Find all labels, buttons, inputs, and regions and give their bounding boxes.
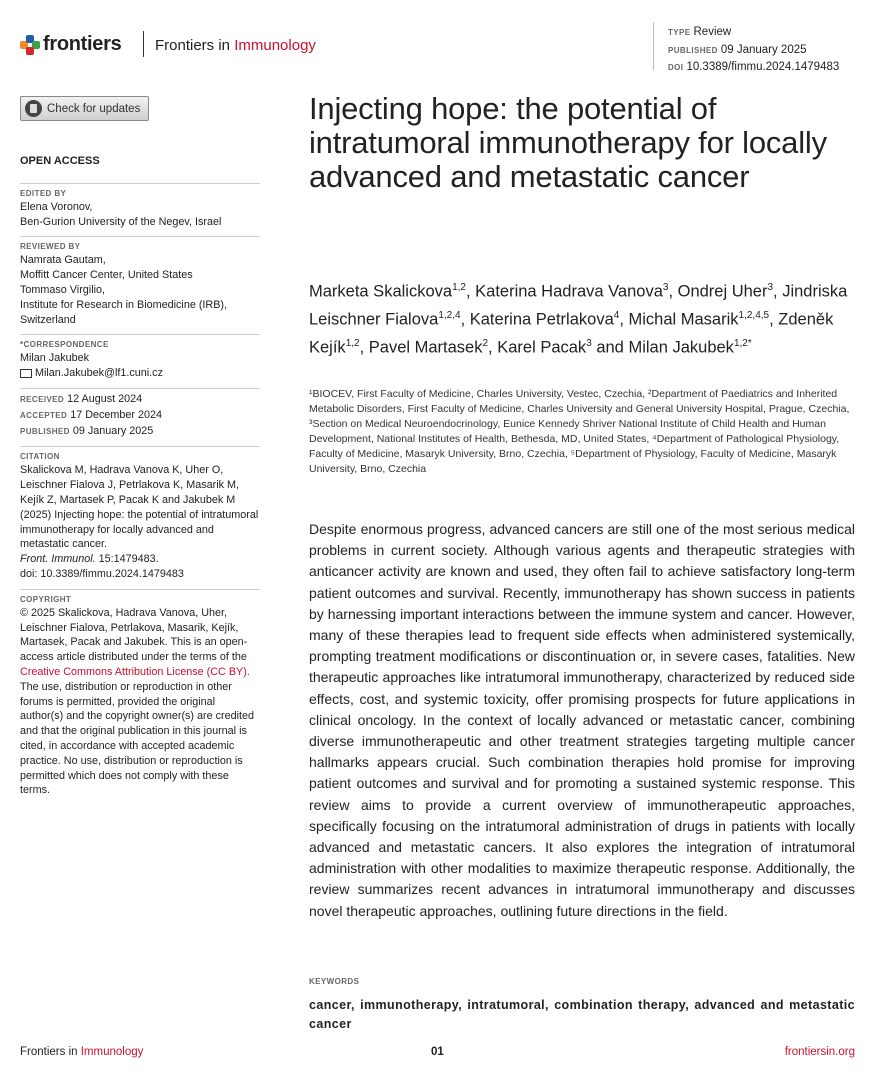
edited-by-label: EDITED BY — [20, 188, 67, 198]
reviewer-line: Tommaso Virgilio, — [20, 283, 106, 296]
citation-volume: 15:1479483. — [95, 553, 159, 566]
type-label: TYPE — [668, 28, 691, 37]
check-for-updates-label: Check for updates — [47, 102, 141, 115]
dates-section — [20, 388, 260, 439]
citation-journal: Front. Immunol. — [20, 553, 96, 566]
author-affiliation-sup: 3 — [662, 282, 669, 293]
correspondence-email-line[interactable] — [20, 366, 260, 381]
header-divider — [143, 31, 144, 57]
author-affiliation-sup: 2 — [482, 338, 489, 349]
journal-name[interactable] — [155, 37, 316, 54]
page-number: 01 — [431, 1046, 444, 1058]
edited-by-section — [20, 183, 260, 230]
citation-label: CITATION — [20, 452, 60, 462]
correspondence-name: Milan Jakubek — [20, 352, 90, 365]
journal-accent: Immunology — [234, 37, 316, 54]
author-affiliation-sup: 1,2,4 — [438, 310, 461, 321]
article-sidebar — [20, 154, 260, 805]
affiliations: ¹BIOCEV, First Faculty of Medicine, Charles University, Vestec, Czechia, ²Department of Paediatrics and Inherited Metabolic Disorders, First Faculty of Medicine, Charles University and General University Hospital, Prague, Czechia, ³Section on Medical Neuroendocrinology, Eunice Kennedy Shriver National Institute of Child Health and Human Development, National Institutes of Health, Bethesda, MD, United States, ⁴Department of Pathological Physiology, Faculty of Medicine, Masaryk University, Brno, Czechia, ⁵Department of Physiology, Faculty of Medicine, Masaryk University, Brno, Czechia — [309, 388, 850, 475]
abstract: Despite enormous progress, advanced cancers are still one of the most serious medical problems in current society. Although various agents and therapeutic strategies with anticancer activity are known and used, they often fail to achieve satisfactory long-term patient outcomes and survival. Recently, immunotherapy has shown success in patients by harnessing important interactions between the immune system and cancer. However, many of these therapies lead to frequent side effects when administered systemically, prompting treatment modifications or discontinuation or, in severe cases, fatalities. New therapeutic approaches like intratumoral immunotherapy, characterized by reduced side effects, cost, and systemic toxicity, offer promising prospects for future applications in clinical oncology. In the context of locally advanced or metastatic cancer, combining diverse immunotherapeutic and other treatment strategies targeting multiple cancer hallmarks appears crucial. Such combination therapies hold promise for improving patient outcomes and survival and for promoting a sustained systemic response. This review aims to provide a current overview of immunotherapeutic approaches, specifically focusing on the intratumoral administration of drugs in patients with locally advanced and metastatic cancers. It also explores the integration of intratumoral administration with other modalities to maximize therapeutic response. Additionally, the review summarizes recent advances in intratumoral immunotherapy and discusses novel therapeutic approaches, outlining future directions in the field. — [309, 521, 855, 919]
published-label: PUBLISHED — [20, 426, 70, 436]
article-title: Injecting hope: the potential of intratumoral immunotherapy for locally advanced and metastatic cancer — [309, 91, 827, 194]
logo-wordmark: frontiers — [43, 33, 122, 55]
citation-section — [20, 446, 260, 581]
keywords-label: KEYWORDS — [309, 977, 360, 986]
editor-name: Elena Voronov, — [20, 200, 93, 213]
author-affiliation-sup: 1,2* — [733, 338, 752, 349]
author-name[interactable]: Karel Pacak — [497, 338, 587, 357]
author-affiliation-sup: 1,2 — [452, 282, 466, 293]
bookmark-update-icon — [25, 100, 42, 117]
reviewed-by-label: REVIEWED BY — [20, 242, 81, 252]
keywords: cancer, immunotherapy, intratumoral, combination therapy, advanced and metastatic cancer — [309, 998, 855, 1031]
copyright-body: © 2025 Skalickova, Hadrava Vanova, Uher, Leischner Fialova, Petrlakova, Masarik, Kejík, Martasek, Pacak and Jakubek. This is an open-access article distributed under the terms of the — [20, 606, 248, 664]
author-affiliation-sup: 4 — [613, 310, 620, 321]
copyright-text — [20, 606, 260, 798]
author-name[interactable]: Marketa Skalickova — [309, 282, 453, 301]
published-value: 09 January 2025 — [720, 43, 807, 56]
reviewer-line: Namrata Gautam, — [20, 254, 106, 267]
author-name[interactable]: Ondrej Uher — [677, 282, 768, 301]
correspondence-label: *CORRESPONDENCE — [20, 340, 109, 350]
accepted-label: ACCEPTED — [20, 410, 68, 420]
meta-divider — [653, 22, 654, 70]
check-for-updates-button[interactable] — [20, 96, 149, 121]
type-value: Review — [693, 26, 732, 38]
copyright-label: COPYRIGHT — [20, 594, 72, 604]
footer-journal — [20, 1046, 143, 1058]
received-value: 12 August 2024 — [67, 392, 143, 405]
author-name[interactable]: Jindriska Leischner Fialova — [309, 282, 848, 329]
author-name[interactable]: Michal Masarik — [628, 310, 739, 329]
author-affiliation-sup: 3 — [586, 338, 592, 349]
published-value: 09 January 2025 — [72, 424, 154, 437]
citation-doi[interactable]: doi: 10.3389/fimmu.2024.1479483 — [20, 567, 184, 580]
frontiers-logo[interactable] — [20, 33, 121, 56]
author-name[interactable]: Pavel Martasek — [368, 338, 483, 357]
correspondence-email[interactable]: Milan.Jakubek@lf1.cuni.cz — [35, 367, 163, 380]
doi-value[interactable]: 10.3389/fimmu.2024.1479483 — [686, 61, 840, 73]
footer-journal-prefix: Frontiers in — [20, 1046, 81, 1058]
author-affiliation-sup: 1,2,4,5 — [738, 310, 770, 321]
author-name[interactable]: Katerina Petrlakova — [469, 310, 614, 329]
editor-affiliation: Ben-Gurion University of the Negev, Israel — [20, 215, 222, 228]
frontiers-logo-mark-icon — [20, 35, 40, 55]
open-access-label: OPEN ACCESS — [20, 155, 100, 167]
envelope-icon — [20, 369, 32, 378]
citation-body: Skalickova M, Hadrava Vanova K, Uher O, Leischner Fialova J, Petrlakova K, Masarik M, Kejík Z, Martasek P, Pacak K and Jakubek M (2025) Injecting hope: the potential of intratumoral immunotherapy for locally advanced and metastatic cancer. — [20, 464, 259, 551]
footer-journal-accent: Immunology — [80, 1046, 144, 1058]
copyright-rest: The use, distribution or reproduction in other forums is permitted, provided the original author(s) and the copyright owner(s) are credited and that the original publication in this journal is cited, in accordance with accepted academic practice. No use, distribution or reproduction is permitted which does not comply with these terms. — [20, 680, 255, 797]
accepted-value: 17 December 2024 — [70, 408, 163, 421]
author-name[interactable]: Zdeněk Kejík — [309, 310, 834, 357]
received-label: RECEIVED — [20, 394, 65, 404]
footer-site-link[interactable]: frontiersin.org — [784, 1046, 855, 1058]
cc-license-link[interactable]: Creative Commons Attribution License (CC BY). — [20, 665, 250, 678]
reviewed-by-section — [20, 236, 260, 327]
author-list: Marketa Skalickova$^{1,2}$, Katerina Hadrava Vanova$^3$, Ondrej Uher$^3$, Jindriska Leischner Fialova$^{1,2,4}$, Katerina Petrlakova$^4$, Michal Masarik$^{1,2,4,5}$, Zdeněk Kejík$^{1,2}$, Pavel Martasek$^2$, Karel Pacak$^3$ and Milan Jakubek$^{1,2*}$ — [309, 282, 848, 357]
doi-label: DOI — [668, 63, 684, 72]
citation-text — [20, 463, 260, 581]
author-name[interactable]: Milan Jakubek — [628, 338, 734, 357]
author-affiliation-sup: 1,2 — [345, 338, 360, 349]
published-label: PUBLISHED — [668, 45, 718, 55]
correspondence-section — [20, 334, 260, 381]
copyright-section — [20, 589, 260, 798]
reviewer-line: Moffitt Cancer Center, United States — [20, 269, 193, 282]
reviewer-line: Institute for Research in Biomedicine (IRB), — [20, 298, 228, 311]
journal-prefix: Frontiers in — [155, 37, 235, 54]
article-meta — [668, 24, 839, 77]
reviewer-line: Switzerland — [20, 313, 76, 326]
author-name[interactable]: Katerina Hadrava Vanova — [475, 282, 663, 301]
author-affiliation-sup: 3 — [767, 282, 774, 293]
